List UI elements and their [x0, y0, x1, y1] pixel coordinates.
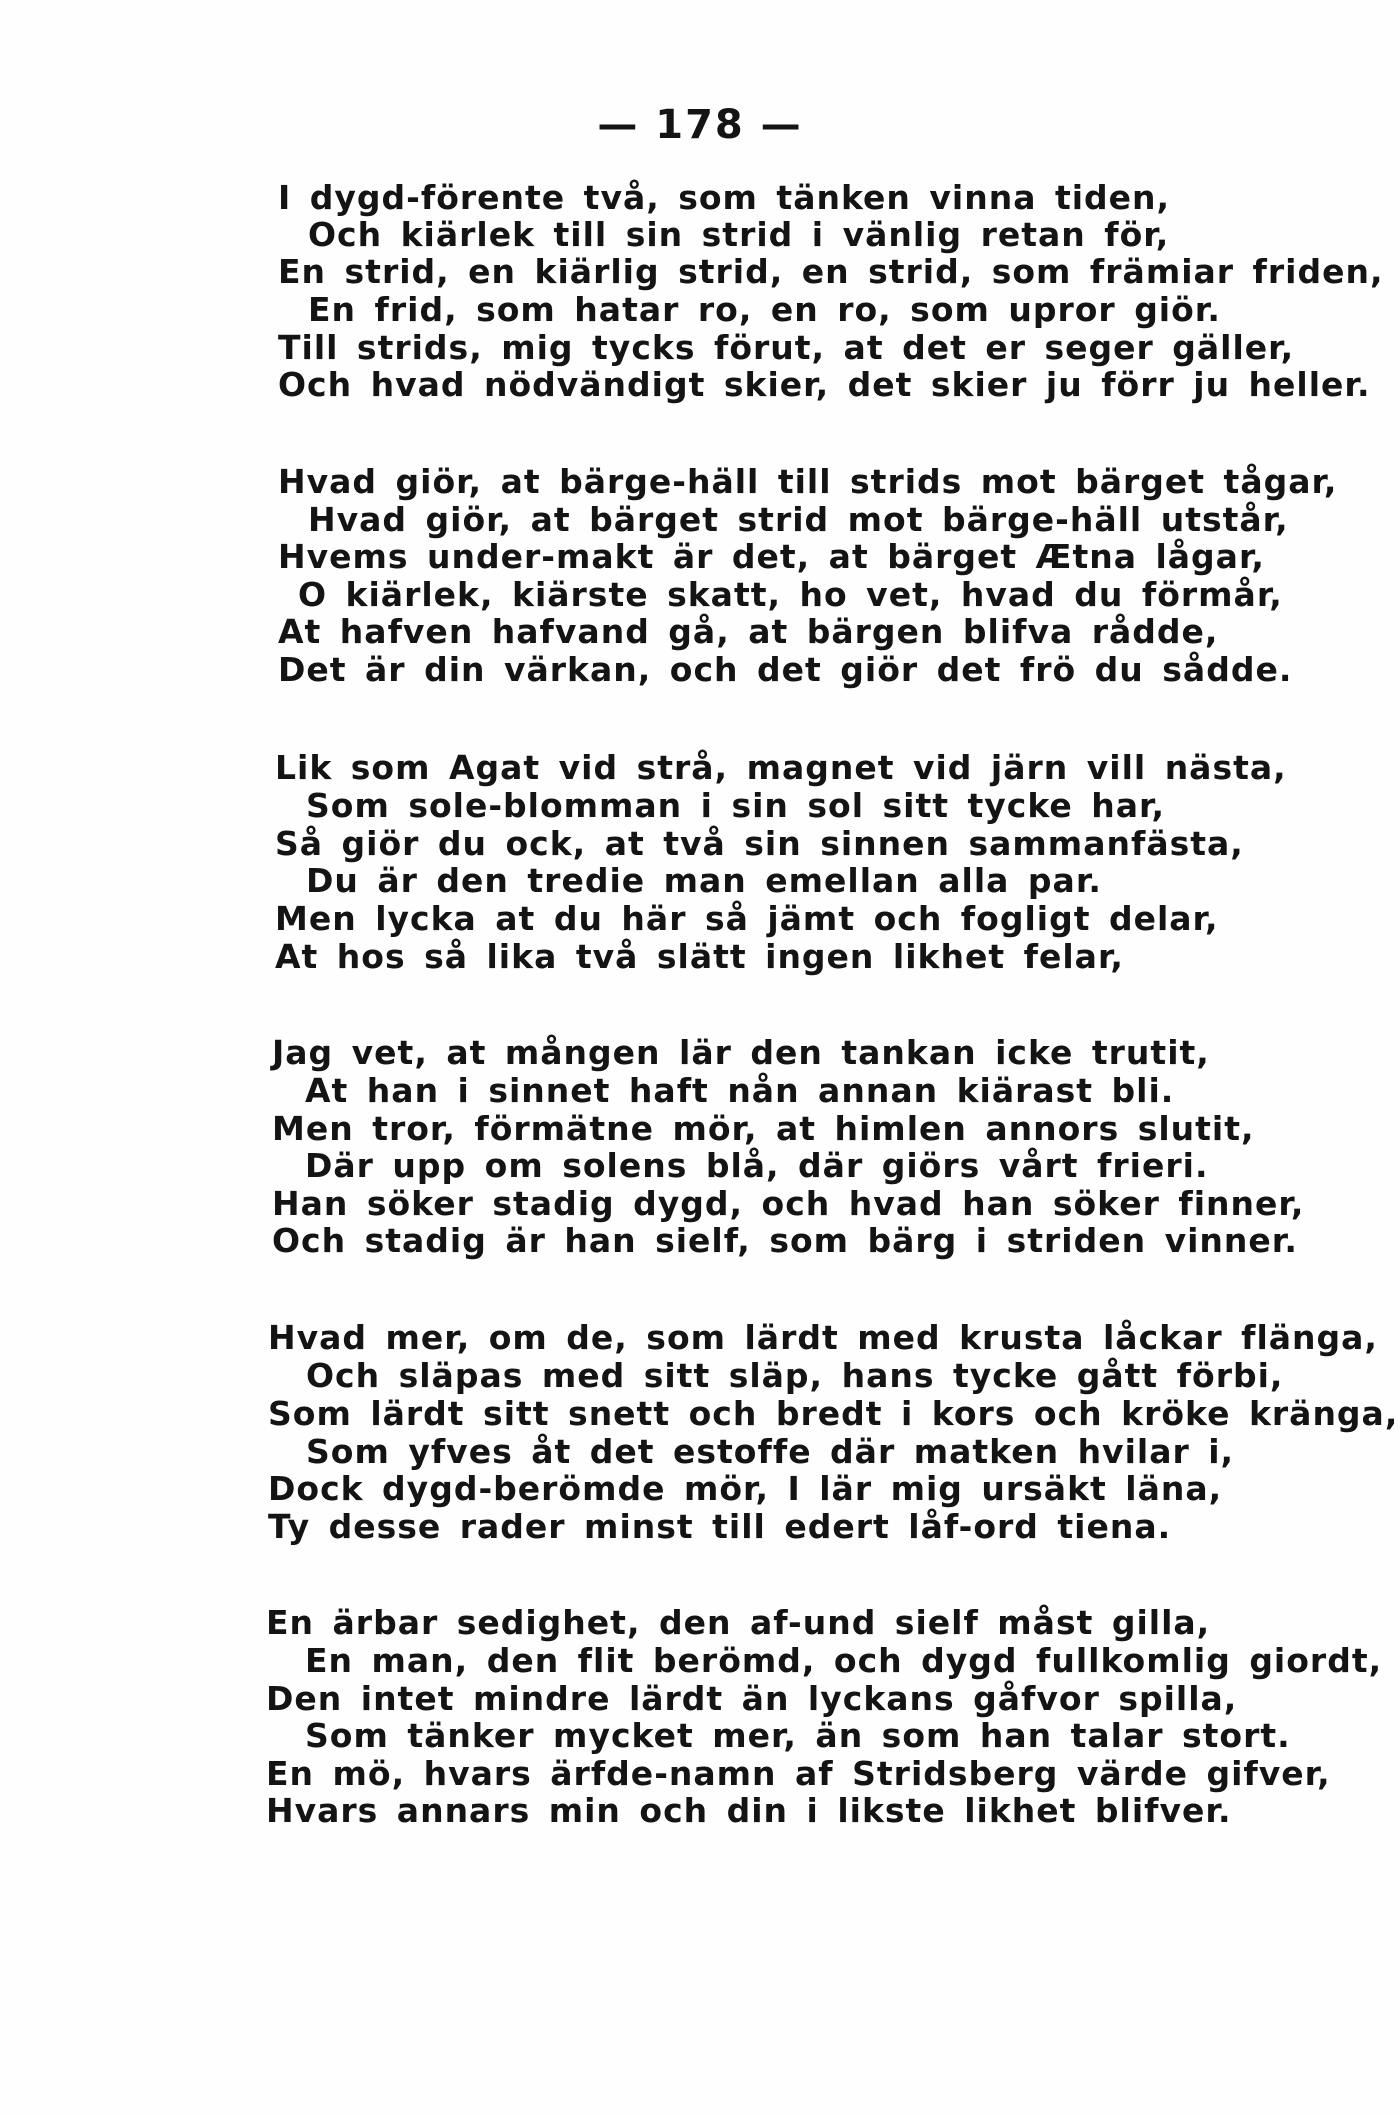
poem-line: Hvad mer, om de, som lärdt med krusta låckar flänga, — [268, 1318, 1378, 1357]
poem-line: Men lycka at du här så jämt och fogligt delar, — [275, 899, 1219, 938]
poem-line: Och släpas med sitt släp, hans tycke gått förbi, — [306, 1356, 1284, 1395]
poem-line: Lik som Agat vid strå, magnet vid järn vill nästa, — [275, 748, 1287, 787]
poem-line: Som tänker mycket mer, än som han talar stort. — [305, 1716, 1291, 1755]
poem-line: En mö, hvars ärfde-namn af Stridsberg värde gifver, — [266, 1754, 1331, 1793]
poem-line: Dock dygd-berömde mör, I lär mig ursäkt läna, — [268, 1469, 1223, 1508]
poem-line: Jag vet, at mången lär den tankan icke trutit, — [272, 1033, 1210, 1072]
poem-line: At hos så lika två slätt ingen likhet felar, — [275, 937, 1124, 976]
poem-line: Till strids, mig tycks förut, at det er seger gäller, — [278, 328, 1295, 367]
poem-line: Och kiärlek till sin strid i vänlig retan för, — [308, 215, 1170, 254]
poem-line: At han i sinnet haft nån annan kiärast bli. — [305, 1071, 1175, 1110]
poem-line: En frid, som hatar ro, en ro, som upror giör. — [308, 290, 1221, 329]
poem-line: Som lärdt sitt snett och bredt i kors och kröke kränga, — [268, 1394, 1399, 1433]
poem-line: En ärbar sedighet, den af-und sielf måst gilla, — [266, 1603, 1211, 1642]
poem-line: Men tror, förmätne mör, at himlen annors slutit, — [272, 1109, 1255, 1148]
poem-line: Det är din värkan, och det giör det frö du sådde. — [278, 650, 1293, 689]
poem-line: Som yfves åt det estoffe där matken hvilar i, — [306, 1432, 1235, 1471]
poem-line: Och stadig är han sielf, som bärg i striden vinner. — [272, 1221, 1298, 1260]
poem-line: Som sole-blomman i sin sol sitt tycke har, — [306, 786, 1165, 825]
poem-line: Hvad giör, at bärge-häll till strids mot bärget tågar, — [278, 462, 1338, 501]
poem-line: Där upp om solens blå, där giörs vårt frieri. — [305, 1146, 1209, 1185]
poem-line: I dygd-förente två, som tänken vinna tiden, — [278, 178, 1171, 217]
poem-line: O kiärlek, kiärste skatt, ho vet, hvad du förmår, — [298, 575, 1283, 614]
poem-line: Hvad giör, at bärget strid mot bärge-häll utstår, — [308, 500, 1289, 539]
poem-line: Hvars annars min och din i likste likhet blifver. — [266, 1791, 1232, 1830]
poem-line: Du är den tredie man emellan alla par. — [306, 861, 1102, 900]
page-number: — 178 — — [597, 102, 803, 148]
poem-line: Ty desse rader minst till edert låf-ord tiena. — [268, 1507, 1172, 1546]
poem-line: En strid, en kiärlig strid, en strid, som främiar friden, — [278, 252, 1384, 291]
poem-line: Den intet mindre lärdt än lyckans gåfvor spilla, — [266, 1679, 1238, 1718]
poem-line: En man, den flit berömd, och dygd fullkomlig giordt, — [305, 1641, 1383, 1680]
poem-line: At hafven hafvand gå, at bärgen blifva rådde, — [278, 612, 1219, 651]
poem-line: Och hvad nödvändigt skier, det skier ju förr ju heller. — [278, 365, 1371, 404]
poem-line: Han söker stadig dygd, och hvad han söker finner, — [272, 1184, 1305, 1223]
poem-line: Hvems under-makt är det, at bärget Ætna lågar, — [278, 537, 1265, 576]
poem-line: Så giör du ock, at två sin sinnen sammanfästa, — [275, 824, 1244, 863]
